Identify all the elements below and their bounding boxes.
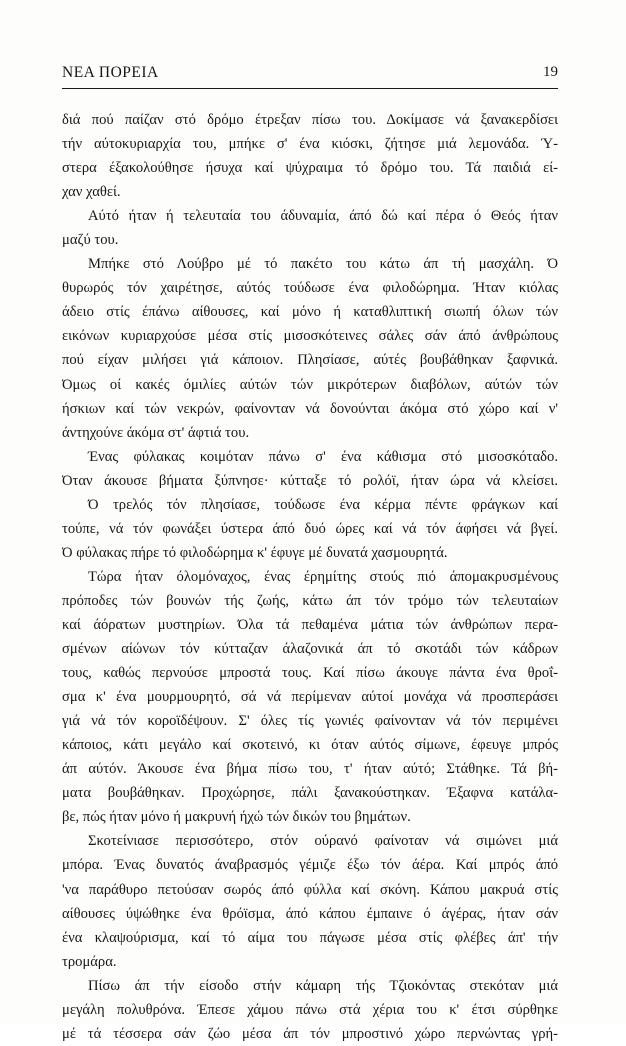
text-line: μπόρα. Ένας δυνατός άναβρασμός γέμιζε έξω τόν άέρα. Καί μπρός άπό <box>62 857 558 874</box>
text-line: τούπε, νά τόν φωνάξει ύστερα άπό δυό ώρες καί νά τόν άφήσει νά βγεί. <box>62 520 558 537</box>
text-line: μεγάλη πολυθρόνα. Έπεσε χάμου πάνω στά χέρια του κ' έτσι σύρθηκε <box>62 1001 558 1018</box>
header-rule <box>62 88 558 89</box>
text-line: άπ αύτόν. Άκουσε ένα βήμα πίσω του, τ' ήταν αύτό; Στάθηκε. Τά βή- <box>62 761 558 778</box>
text-line: ένα κλαψούρισμα, καί τό αίμα του πάγωσε μέσα στίς φλέβες άπ' τήν <box>62 929 558 946</box>
text-line: στερα έξακολούθησε ήσυχα καί ψύχραιμα τό δρόμο του. Τά παιδιά εί- <box>62 160 558 177</box>
text-line: Τώρα ήταν όλομόναχος, ένας έρημίτης στούς πιό άπομακρυσμένους <box>88 568 558 585</box>
running-header <box>62 64 558 86</box>
text-line: ματα βουβάθηκαν. Προχώρησε, πάλι ξανακούστηκαν. Έξαφνα κατάλα- <box>62 785 558 802</box>
text-line: άντηχούνε άκόμα στ' άφτιά του. <box>62 424 250 441</box>
text-line: τρομάρα. <box>62 953 117 970</box>
text-line: θυρωρός τόν χαιρέτησε, αύτός τούδωσε ένα φιλοδώρημα. Ήταν κιόλας <box>62 280 558 297</box>
text-line: άδειο στίς έπάνω αίθουσες, καί μόνο ή καταθλιπτική σιωπή όλων τών <box>62 304 558 321</box>
text-line: ήσκιων καί τών νεκρών, φαίνονταν νά δονούνται άκόμα στό χώρο καί ν' <box>62 400 558 417</box>
text-line: τήν αύτοκυριαρχία του, μπήκε σ' ένα κιόσκι, ζήτησε μιά λεμονάδα. Ύ- <box>62 136 558 153</box>
text-line: σμα κ' ένα μουρμουρητό, σά νά περίμεναν αύτοί μονάχα νά προσπεράσει <box>62 689 558 706</box>
text-line: Ένας φύλακας κοιμόταν πάνω σ' ένα κάθισμα στό μισοσκόταδο. <box>88 448 558 465</box>
text-line: εικόνων κυριαρχούσε μέσα στίς μισοσκότεινες σάλες σάν άπό άνθρώπους <box>62 328 558 345</box>
text-line: βε, πώς ήταν μόνο ή μακρυνή ήχώ τών δικών του βημάτων. <box>62 809 411 826</box>
text-line: τους, καθώς περνούσε μπροστά τους. Καί πίσω άκουγε πάντα ένα θροΐ- <box>62 665 558 682</box>
text-line: Όταν άκουσε βήματα ξύπνησε· κύτταξε τό ρολόϊ, ήταν ώρα νά κλείσει. <box>62 472 558 489</box>
text-line: κάποιος, κάτι μεγάλο καί σκοτεινό, κι όταν αύτός σίμωνε, έφευγε μπρός <box>62 737 558 754</box>
text-line: 'να παράθυρο πετούσαν σωρός άπό φύλλα καί σκόνη. Κάπου μακρυά στίς <box>62 881 558 898</box>
text-line: Όμως οί κακές όμιλίες αύτών τών μικρότερων διαβόλων, αύτών τών <box>62 376 558 393</box>
running-title: ΝΕΑ ΠΟΡΕΙΑ <box>62 64 159 81</box>
text-line: σμένων αίώνων τόν κύτταζαν άλαζονικά άπ τό σκοτάδι τών κάδρων <box>62 641 558 658</box>
text-line: πού είχαν μιλήσει γιά κάποιον. Πλησίασε, αύτές βουβάθηκαν ξαφνικά. <box>62 352 558 369</box>
text-line: χαν χαθεί. <box>62 184 121 201</box>
text-line: καί άόρατων μυστηρίων. Όλα τά πεθαμένα μάτια τών άνθρώπων περα- <box>62 616 558 633</box>
text-line: Ό τρελός τόν πλησίασε, τούδωσε ένα κέρμα πέντε φράγκων καί <box>88 496 558 513</box>
text-line: Σκοτείνιασε περισσότερο, στόν ούρανό φαίνοταν νά σιμώνει μιά <box>88 833 558 850</box>
text-line: μέ τά τέσσερα σάν ζώο μέσα άπ τόν μπροστινό χώρο περνώντας γρή- <box>62 1025 558 1042</box>
text-line: Μπήκε στό Λούβρο μέ τό πακέτο του κάτω άπ τή μασχάλη. Ό <box>88 256 558 273</box>
text-line: Πίσω άπ τήν είσοδο στήν κάμαρη τής Τζιοκόντας στεκόταν μιά <box>88 977 558 994</box>
body-text <box>62 108 558 1046</box>
text-line: Αύτό ήταν ή τελευταία του άδυναμία, άπό δώ καί πέρα ό Θεός ήταν <box>88 208 558 225</box>
text-line: πρόποδες τών βουνών τής ζωής, κάτω άπ τόν τρόμο τών τελευταίων <box>62 592 558 609</box>
text-line: Ό φύλακας πήρε τό φιλοδώρημα κ' έφυγε μέ δυνατά χασμουρητά. <box>62 544 448 561</box>
text-line: γιά νά τόν κοροϊδέψουν. Σ' όλες τίς γωνιές φαίνονταν νά τόν περιμένει <box>62 713 558 730</box>
page-number: 19 <box>543 64 558 80</box>
text-line: διά πού παίζαν στό δρόμο έτρεξαν πίσω του. Δοκίμασε νά ξανακερδίσει <box>62 112 558 128</box>
text-line: αίθουσες ύψώθηκε ένα θρόϊσμα, άπό κάπου έμπαινε ό άγέρας, ήταν σάν <box>62 905 558 922</box>
text-line: μαζύ του. <box>62 232 119 249</box>
